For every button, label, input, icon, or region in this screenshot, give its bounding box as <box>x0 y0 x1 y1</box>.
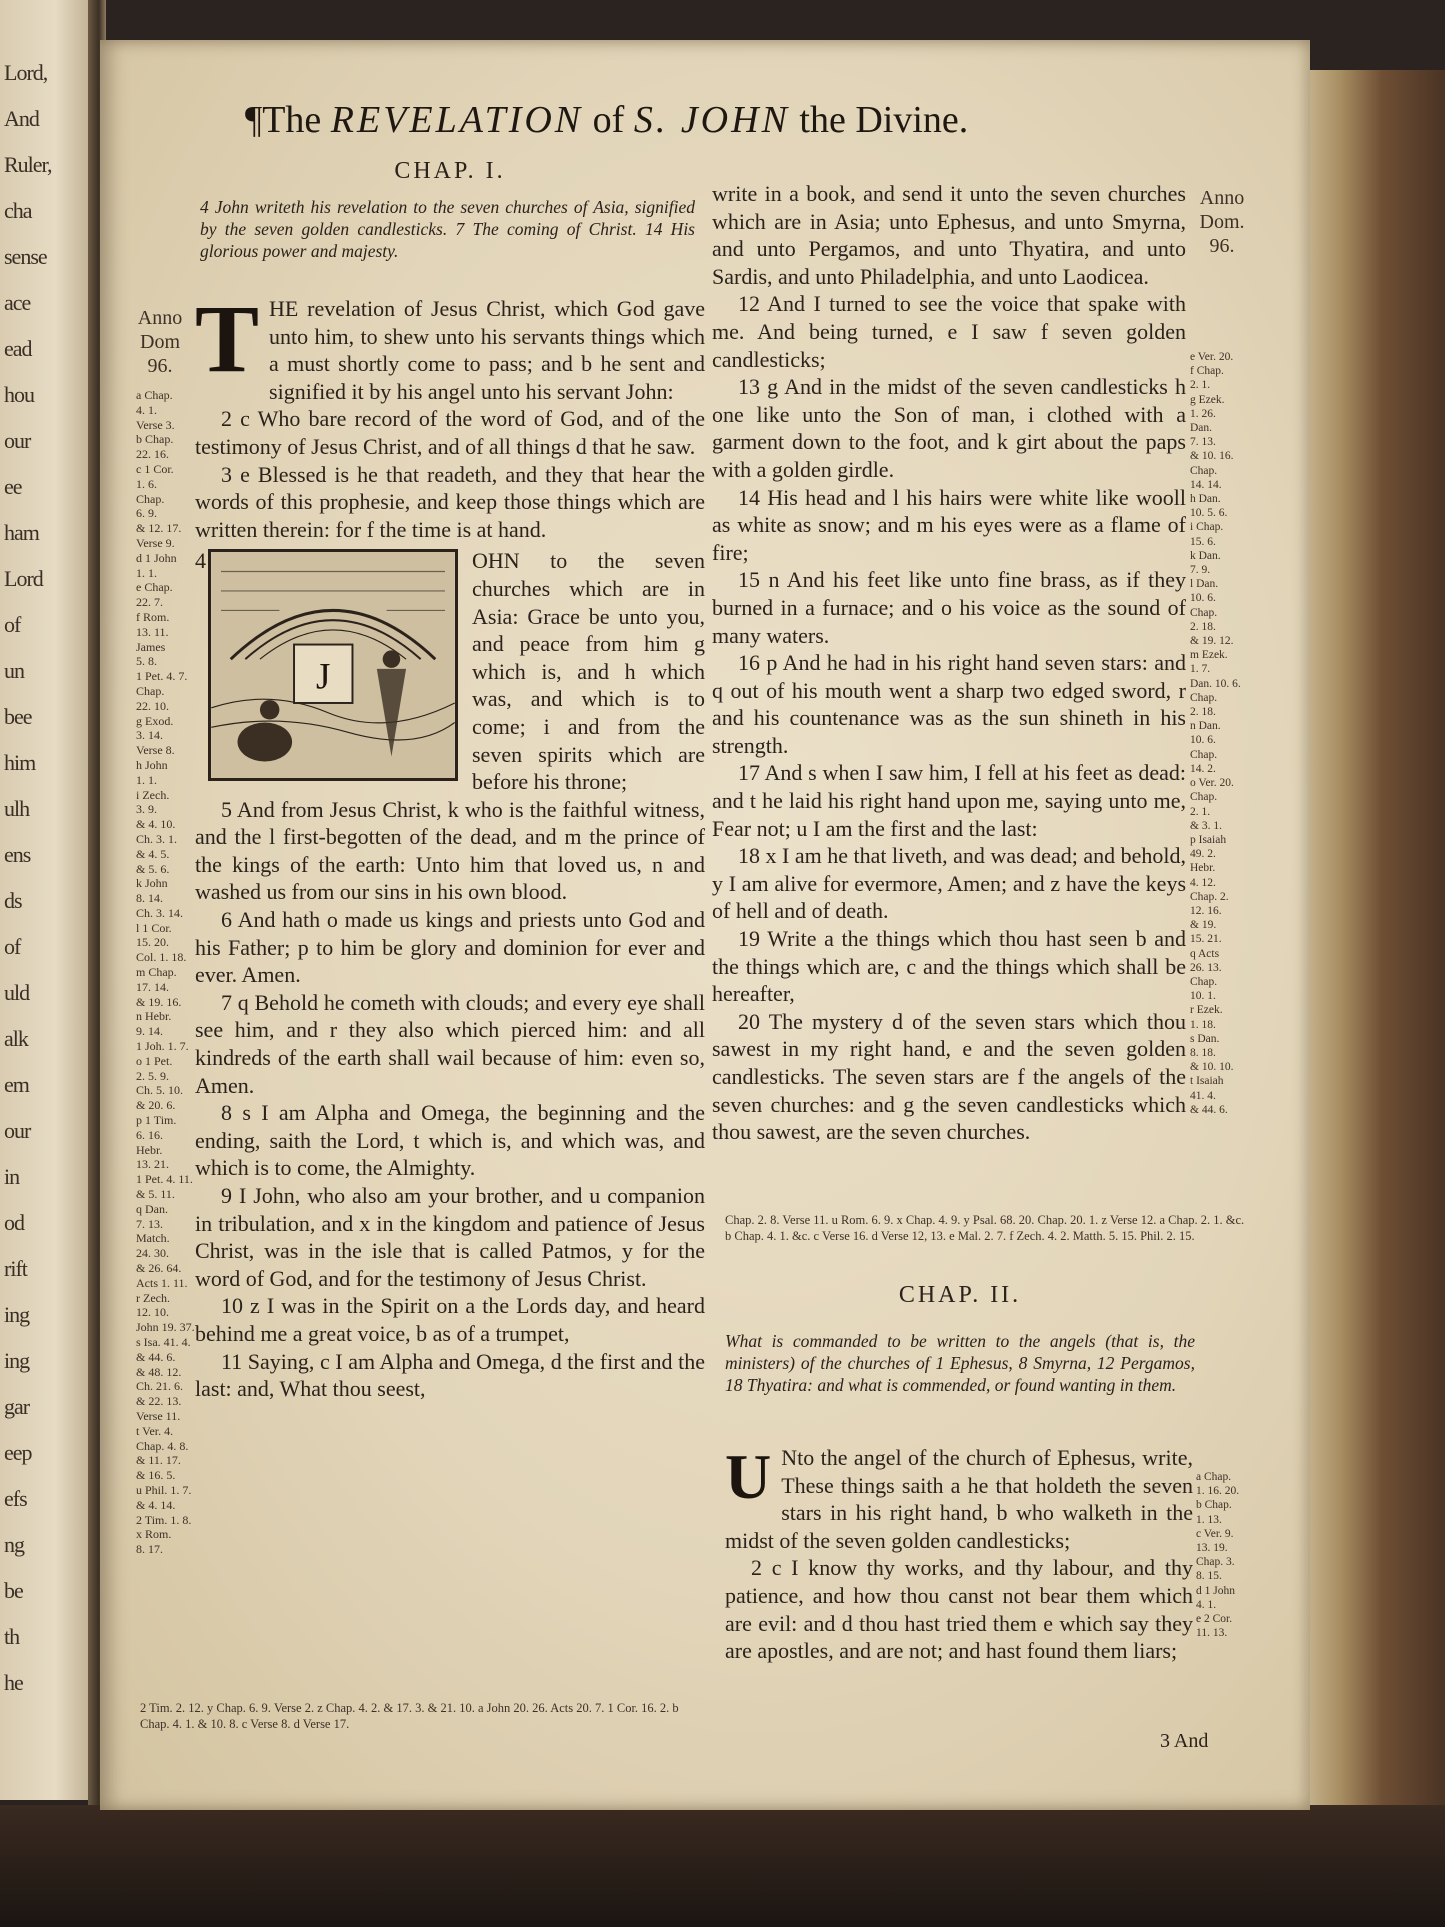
left-page-text-fragment: eep <box>4 1440 32 1465</box>
margin-reference: 15. 21. <box>1190 933 1222 946</box>
left-page-text-fragment: ham <box>4 520 39 545</box>
margin-reference: Match. <box>136 1231 170 1246</box>
margin-reference: 41. 4. <box>1190 1089 1216 1102</box>
margin-reference: & 44. 6. <box>136 1349 176 1364</box>
margin-reference: & 10. 10. <box>1190 1061 1234 1074</box>
left-page-text-fragment: rift <box>4 1256 27 1281</box>
anno-dom-left <box>130 306 190 378</box>
margin-reference: 17. 14. <box>136 979 169 994</box>
woodcut-image <box>211 552 455 778</box>
margin-reference: Ch. 3. 1. <box>136 831 178 846</box>
verse-3: 3 e Blessed is he that readeth, and they that hear the words of this prophesie, and keep those things which are written therein: for f the time is at hand. <box>195 461 705 542</box>
left-page-text-fragment: of <box>4 934 21 959</box>
margin-reference: d 1 John <box>1196 1584 1235 1597</box>
margin-reference: c 1 Cor. <box>136 461 174 476</box>
margin-reference: 22. 10. <box>136 698 169 713</box>
margin-reference: 2. 1. <box>1190 805 1211 818</box>
verse-4 <box>195 547 705 795</box>
margin-reference: i Zech. <box>136 787 170 802</box>
title-pilcrow: ¶ <box>245 99 263 141</box>
margin-reference: 14. 14. <box>1190 478 1222 491</box>
margin-reference: 6. 9. <box>136 506 157 521</box>
left-page-text-fragment: him <box>4 750 36 775</box>
title-word-s-john: S. JOHN <box>633 99 790 141</box>
verse-15: 15 n And his feet like unto fine brass, as if they burned in a furnace; and o his voice as the sound of many waters. <box>712 567 1186 648</box>
margin-reference: 26. 13. <box>1190 961 1222 974</box>
margin-reference: & 48. 12. <box>136 1364 182 1379</box>
margin-reference: e Ver. 20. <box>1190 351 1234 363</box>
margin-reference: 10. 1. <box>1190 990 1216 1003</box>
margin-reference: l Dan. <box>1190 578 1219 591</box>
margin-reference: 1. 6. <box>136 476 157 491</box>
margin-reference: & 12. 17. <box>136 521 182 536</box>
margin-reference: 49. 2. <box>1190 848 1216 861</box>
margin-reference: 1. 26. <box>1190 407 1216 420</box>
margin-reference: c Ver. 9. <box>1196 1527 1234 1540</box>
drop-cap-u: U <box>725 1441 772 1512</box>
page-edges-and-cover <box>1305 70 1445 1830</box>
margin-reference: q Acts <box>1190 947 1220 960</box>
margin-reference: 8. 18. <box>1190 1046 1216 1059</box>
column-right <box>712 180 1186 1146</box>
margin-reference: & 5. 6. <box>136 861 170 876</box>
margin-reference: Ch. 21. 6. <box>136 1379 184 1394</box>
margin-reference: e 2 Cor. <box>1196 1613 1233 1626</box>
left-page-text-fragment: ee <box>4 474 22 499</box>
margin-reference: q Dan. <box>136 1201 168 1216</box>
left-margin-references <box>136 388 195 1557</box>
drop-cap-t: T <box>195 285 260 392</box>
margin-reference: & 4. 14. <box>136 1497 176 1512</box>
margin-reference: & 11. 17. <box>136 1453 181 1468</box>
margin-reference: n Dan. <box>1190 720 1221 733</box>
margin-reference: Chap. <box>1190 748 1218 761</box>
margin-reference: & 10. 16. <box>1190 450 1234 463</box>
margin-reference: 4. 12. <box>1190 876 1216 889</box>
chapter-1-heading: CHAP. I. <box>394 158 506 184</box>
margin-reference: 1 Pet. 4. 11. <box>136 1172 193 1187</box>
margin-reference: Verse 3. <box>136 417 175 432</box>
margin-reference: Dan. <box>1190 422 1213 435</box>
chapter-2-verse-1-text: Nto the angel of the church of Ephesus, write, These things saith a he that holdeth the seven stars in his right hand, b who walketh in the midst of the seven golden candlesticks; <box>725 1445 1193 1553</box>
margin-reference: Chap. <box>1190 606 1218 619</box>
margin-reference: Chap. <box>1190 791 1218 804</box>
margin-reference: Hebr. <box>1190 862 1216 875</box>
left-facing-page-edge <box>0 0 92 1800</box>
margin-reference: o Ver. 20. <box>1190 777 1234 790</box>
left-page-text-fragment: bee <box>4 704 32 729</box>
chapter-2-text <box>725 1441 1193 1665</box>
margin-reference: o 1 Pet. <box>136 1053 173 1068</box>
margin-reference: e Chap. <box>136 580 173 595</box>
verse-13: 13 g And in the midst of the seven candlesticks h one like unto the Son of man, i clothed with a garment down to the foot, and k girt about the paps with a golden girdle. <box>712 374 1186 482</box>
margin-reference: g Ezek. <box>1190 393 1225 406</box>
left-page-text-fragment: sense <box>4 244 47 269</box>
margin-reference: 6. 16. <box>136 1127 163 1142</box>
margin-reference: h Dan. <box>1190 493 1221 506</box>
margin-reference: k Dan. <box>1190 549 1221 562</box>
margin-reference: Acts 1. 11. <box>136 1275 188 1290</box>
margin-reference: & 3. 1. <box>1190 819 1222 832</box>
margin-reference: t Isaiah <box>1190 1075 1224 1088</box>
margin-reference: Ch. 3. 14. <box>136 905 184 920</box>
margin-reference: h John <box>136 757 168 772</box>
title-word-divine: the Divine. <box>799 99 969 141</box>
margin-reference: u Phil. 1. 7. <box>136 1482 192 1497</box>
margin-reference: 5. 8. <box>136 654 157 669</box>
margin-reference: & 19. 12. <box>1190 635 1234 648</box>
margin-reference: 10. 6. <box>1190 734 1216 747</box>
margin-reference: s Dan. <box>1190 1032 1220 1045</box>
verse-16: 16 p And he had in his right hand seven stars: and q out of his mouth went a sharp two edged sword, r and his countenance was as the sun shineth in his strength. <box>712 650 1186 758</box>
margin-reference: 4. 1. <box>1196 1598 1217 1611</box>
margin-reference: 3. 14. <box>136 728 163 743</box>
verse-10: 10 z I was in the Spirit on a the Lords day, and heard behind me a great voice, b as of a trumpet, <box>195 1293 705 1346</box>
margin-reference: i Chap. <box>1190 521 1224 534</box>
margin-reference: 2. 5. 9. <box>136 1068 169 1083</box>
margin-reference: 15. 20. <box>136 935 169 950</box>
verse-11: 11 Saying, c I am Alpha and Omega, d the first and the last: and, What thou seest, <box>195 1348 705 1402</box>
left-page-text-fragment: ng <box>4 1532 24 1557</box>
margin-reference: & 19. <box>1190 919 1217 932</box>
title-word-revelation: REVELATION <box>330 99 584 141</box>
left-page-text-fragment: Lord, <box>4 60 48 85</box>
left-page-text-fragment: Lord <box>4 566 43 591</box>
margin-reference: Ch. 5. 10. <box>136 1083 184 1098</box>
margin-reference: k John <box>136 876 168 891</box>
margin-reference: 1. 1. <box>136 565 157 580</box>
chapter-2-verse-1 <box>725 1441 1193 1554</box>
margin-reference: & 20. 6. <box>136 1098 176 1113</box>
woodcut-letter: J <box>316 656 331 698</box>
margin-reference: & 22. 13. <box>136 1394 182 1409</box>
verse-7: 7 q Behold he cometh with clouds; and every eye shall see him, and r they also which pierced him: and all kindreds of the earth shall wail because of him: even so, Amen. <box>195 989 705 1098</box>
left-page-text-fragment: efs <box>4 1486 27 1511</box>
margin-reference: 10. 5. 6. <box>1190 507 1228 520</box>
margin-reference: 7. 13. <box>136 1216 163 1231</box>
left-page-text-fragment: And <box>4 106 39 131</box>
title-word-the: The <box>262 99 322 141</box>
margin-reference: 22. 7. <box>136 595 163 610</box>
left-page-text-fragment: be <box>4 1578 23 1603</box>
dom-label: Dom <box>140 331 180 353</box>
margin-reference: Chap. <box>136 683 165 698</box>
left-column-footnotes: 2 Tim. 2. 12. y Chap. 6. 9. Verse 2. z Chap. 4. 2. & 17. 3. & 21. 10. a John 20. 26. Acts 20. 7. 1 Cor. 16. 2. b Chap. 4. 1. & 10. 8. c Verse 8. d Verse 17. <box>140 1701 679 1731</box>
margin-reference: d 1 John <box>136 550 177 565</box>
verse-18: 18 x I am he that liveth, and was dead; and behold, y I am alive for evermore, Amen; and z have the keys of hell and of death. <box>712 843 1186 924</box>
left-page-text-fragment: ead <box>4 336 32 361</box>
verse-5: 5 And from Jesus Christ, k who is the faithful witness, and the l first-begotten of the dead, and m the prince of the kings of the earth: Unto him that loved us, n and washed us from our sins in his own blood. <box>195 796 705 905</box>
margin-reference: f Chap. <box>1190 365 1224 378</box>
verse-2: 2 c Who bare record of the word of God, and of the testimony of Jesus Christ, and of all things d that he saw. <box>195 406 705 459</box>
margin-reference: Chap. <box>136 491 165 506</box>
margin-reference: 1. 13. <box>1196 1513 1222 1526</box>
verse-17: 17 And s when I saw him, I fell at his feet as dead: and t he laid his right hand upon me, saying unto me, Fear not; u I am the first and the last: <box>712 760 1186 841</box>
margin-reference: 13. 11. <box>136 624 169 639</box>
left-page-text-fragment: ace <box>4 290 31 315</box>
margin-reference: a Chap. <box>1196 1471 1232 1483</box>
margin-reference: Hebr. <box>136 1142 163 1157</box>
margin-reference: 1. 18. <box>1190 1018 1216 1031</box>
right-column-footnotes: Chap. 2. 8. Verse 11. u Rom. 6. 9. x Chap. 4. 9. y Psal. 68. 20. Chap. 20. 1. z Verse 12. a Chap. 2. 1. &c. b Chap. 4. 1. &c. c Verse 16. d Verse 12, 13. e Mal. 2. 7. f Zech. 4. 2. Matth. 5. 15. Phil. 2. 15. <box>725 1213 1245 1243</box>
margin-reference: 2. 18. <box>1190 620 1216 633</box>
left-page-text-fragment: gar <box>4 1394 30 1419</box>
margin-reference: p Isaiah <box>1190 833 1227 846</box>
verse-8: 8 s I am Alpha and Omega, the beginning and the ending, saith the Lord, t which is, and which was, and which is to come, the Almighty. <box>195 1100 705 1181</box>
margin-reference: Verse 8. <box>136 743 175 758</box>
margin-reference: b Chap. <box>136 432 174 447</box>
left-page-text-fragment: em <box>4 1072 29 1097</box>
left-page-text-fragment: our <box>4 1118 31 1143</box>
margin-reference: r Ezek. <box>1190 1004 1223 1017</box>
margin-reference: & 19. 16. <box>136 994 182 1009</box>
margin-reference: 8. 15. <box>1196 1570 1222 1583</box>
anno-dom-right <box>1192 186 1252 258</box>
chapter-1-summary: 4 John writeth his revelation to the seven churches of Asia, signified by the seven golden candlesticks. 7 The coming of Christ. 14 His glorious power and majesty. <box>200 197 695 261</box>
margin-reference: Chap. 2. <box>1190 890 1229 903</box>
book-bottom-edge <box>0 1805 1445 1927</box>
left-page-text-fragment: hou <box>4 382 34 407</box>
anno-label-right: Anno <box>1199 187 1245 209</box>
page-title <box>245 98 1145 142</box>
margin-reference: James <box>136 639 166 654</box>
left-page-text-fragment: Ruler, <box>4 152 52 177</box>
left-page-text-fragment: ens <box>4 842 31 867</box>
margin-reference: l 1 Cor. <box>136 920 172 935</box>
verse-1-text: HE revelation of Jesus Christ, which God gave unto him, to shew unto his servants things which a must shortly come to pass; and b he sent and signified it by his angel unto his servant John: <box>269 296 705 404</box>
chapter-2-margin-references <box>1196 1470 1239 1640</box>
dom-label-right: Dom. <box>1199 211 1245 233</box>
woodcut-initial-illustration <box>208 549 458 781</box>
margin-reference: f Rom. <box>136 609 170 624</box>
margin-reference: 7. 9. <box>1190 564 1211 577</box>
margin-reference: 9. 14. <box>136 1024 163 1039</box>
margin-reference: & 44. 6. <box>1190 1103 1228 1116</box>
margin-reference: b Chap. <box>1196 1499 1232 1512</box>
margin-reference: Chap. <box>1190 691 1218 704</box>
margin-reference: 22. 16. <box>136 447 169 462</box>
margin-reference: 2 Tim. 1. 8. <box>136 1512 192 1527</box>
verse-4-number: 4 <box>195 548 206 574</box>
margin-reference: 11. 13. <box>1196 1627 1228 1640</box>
margin-reference: 4. 1. <box>136 402 157 417</box>
margin-reference: 14. 2. <box>1190 762 1216 775</box>
margin-reference: p 1 Tim. <box>136 1113 177 1128</box>
title-word-of: of <box>592 99 625 141</box>
chapter-2-verse-2: 2 c I know thy works, and thy labour, and thy patience, and how thou canst not bear them which are evil: and d thou hast tried them e which say they are apostles, and are not; and hast found them liars; <box>725 1555 1193 1664</box>
left-page-text-fragment: of <box>4 612 21 637</box>
margin-reference: Chap. <box>1190 975 1218 988</box>
margin-reference: Verse 11. <box>136 1408 181 1423</box>
left-page-text-fragment: in <box>4 1164 20 1189</box>
catchword: 3 And <box>1160 1730 1209 1752</box>
margin-reference: 10. 6. <box>1190 592 1216 605</box>
margin-reference: m Ezek. <box>1190 649 1228 662</box>
margin-reference: 1 Joh. 1. 7. <box>136 1039 189 1054</box>
margin-reference: Chap. 4. 8. <box>136 1438 189 1453</box>
left-page-text-fragment: ing <box>4 1302 30 1327</box>
margin-reference: 8. 14. <box>136 891 163 906</box>
margin-reference: 1 Pet. 4. 7. <box>136 669 188 684</box>
left-page-text-fragment: alk <box>4 1026 28 1051</box>
margin-reference: 7. 13. <box>1190 436 1216 449</box>
left-page-text-fragment: ing <box>4 1348 30 1373</box>
verse-19: 19 Write a the things which thou hast seen b and the things which are, c and the things which shall be hereafter, <box>712 926 1186 1007</box>
verse-4-text: OHN to the seven churches which are in Asia: Grace be unto you, and peace from him g which is, and h which was, and which is to come; i and from the seven spirits which are before his throne; <box>472 548 705 795</box>
margin-reference: t Ver. 4. <box>136 1423 174 1438</box>
margin-reference: 1. 16. 20. <box>1196 1485 1240 1498</box>
margin-reference: & 16. 5. <box>136 1468 176 1483</box>
left-page-text-fragment: he <box>4 1670 23 1695</box>
verse-14: 14 His head and l his hairs were white like wooll as white as snow; and m his eyes were as a flame of fire; <box>712 484 1186 565</box>
left-page-text-fragment: un <box>4 658 24 683</box>
margin-reference: 3. 9. <box>136 802 157 817</box>
margin-reference: 2. 18. <box>1190 706 1216 719</box>
margin-reference: m Chap. <box>136 965 177 980</box>
left-page-text-fragment: our <box>4 428 31 453</box>
left-page-text-fragment: ulh <box>4 796 30 821</box>
verse-6: 6 And hath o made us kings and priests unto God and his Father; p to him be glory and dominion for ever and ever. Amen. <box>195 907 705 988</box>
verse-20: 20 The mystery d of the seven stars which thou sawest in my right hand, e and the seven golden candlesticks. The seven stars are f the angels of the seven churches: and g the seven candlesticks which thou sawest, are the seven churches. <box>712 1008 1186 1145</box>
margin-reference: & 4. 5. <box>136 846 170 861</box>
verse-11-continued: write in a book, and send it unto the seven churches which are in Asia; unto Ephesus, and unto Smyrna, and unto Pergamos, and unto Thyatira, and unto Sardis, and unto Philadelphia, and unto Laodicea. <box>712 181 1186 289</box>
margin-reference: Verse 9. <box>136 535 175 550</box>
year-label: 96. <box>147 355 173 377</box>
chapter-2-summary: What is commanded to be written to the angels (that is, the ministers) of the churches of 1 Ephesus, 8 Smyrna, 12 Pergamos, 18 Thyatira: and what is commended, or found wanting in them. <box>725 1331 1195 1395</box>
margin-reference: & 5. 11. <box>136 1187 175 1202</box>
margin-reference: 24. 30. <box>136 1246 169 1261</box>
margin-reference: 1. 7. <box>1190 663 1211 676</box>
column-left <box>195 285 705 1403</box>
left-page-text-fragment: ds <box>4 888 22 913</box>
right-margin-references <box>1190 350 1241 1117</box>
margin-reference: x Rom. <box>136 1527 172 1542</box>
margin-reference: Col. 1. 18. <box>136 950 187 965</box>
margin-reference: John 19. 37. <box>136 1320 195 1335</box>
chapter-2-heading: CHAP. II. <box>898 1282 1022 1308</box>
margin-reference: & 26. 64. <box>136 1261 182 1276</box>
margin-reference: 1. 1. <box>136 772 157 787</box>
margin-reference: Dan. 10. 6. <box>1190 677 1241 690</box>
margin-reference: 12. 10. <box>136 1305 169 1320</box>
verse-9: 9 I John, who also am your brother, and u companion in tribulation, and x in the kingdom and patience of Jesus Christ, was in the isle that is called Patmos, y for the word of God, and for the testimony of Jesus Christ. <box>195 1183 705 1291</box>
verse-1 <box>195 285 705 405</box>
year-label-right: 96. <box>1209 235 1235 257</box>
margin-reference: & 4. 10. <box>136 817 176 832</box>
margin-reference: n Hebr. <box>136 1009 172 1024</box>
margin-reference: r Zech. <box>136 1290 170 1305</box>
left-page-text-fragment: od <box>4 1210 24 1235</box>
margin-reference: 8. 17. <box>136 1542 163 1557</box>
margin-reference: 13. 21. <box>136 1157 169 1172</box>
margin-reference: g Exod. <box>136 713 174 728</box>
left-page-text-fragment: cha <box>4 198 32 223</box>
margin-reference: 12. 16. <box>1190 904 1222 917</box>
margin-reference: Chap. <box>1190 464 1218 477</box>
margin-reference: Chap. 3. <box>1196 1556 1235 1569</box>
margin-reference: s Isa. 41. 4. <box>136 1335 191 1349</box>
left-page-text-fragment: uld <box>4 980 30 1005</box>
left-page-text-fragment: th <box>4 1624 20 1649</box>
margin-reference: 2. 1. <box>1190 379 1211 392</box>
verse-12: 12 And I turned to see the voice that spake with me. And being turned, e I saw f seven golden candlesticks; <box>712 291 1186 372</box>
margin-reference: 15. 6. <box>1190 535 1216 548</box>
margin-reference: 13. 19. <box>1196 1542 1228 1555</box>
anno-label: Anno <box>137 307 183 329</box>
margin-reference: a Chap. <box>136 388 173 402</box>
